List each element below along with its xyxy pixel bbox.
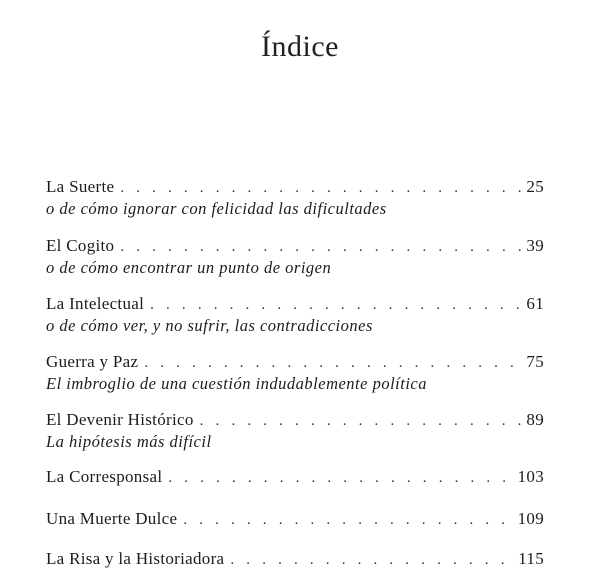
toc-entry-subtitle: El imbroglio de una cuestión indudablemente política bbox=[46, 374, 427, 393]
toc-entry-subtitle: o de cómo ver, y no sufrir, las contradicciones bbox=[46, 316, 373, 335]
toc-entry-page: 109 bbox=[517, 509, 544, 528]
dot-leader bbox=[120, 180, 522, 197]
toc-entry-title: Una Muerte Dulce bbox=[46, 509, 178, 528]
toc-entry-page: 39 bbox=[526, 236, 544, 255]
toc-entry-subtitle: o de cómo ignorar con felicidad las dificultades bbox=[46, 199, 387, 218]
toc-entry-page: 75 bbox=[526, 352, 544, 371]
toc-entry-title: El Cogito bbox=[46, 236, 115, 255]
toc-entry bbox=[46, 294, 544, 336]
dot-leader bbox=[230, 552, 514, 569]
toc-entry bbox=[46, 352, 544, 394]
dot-leader bbox=[144, 355, 522, 372]
toc-entry-title: El Devenir Histórico bbox=[46, 410, 194, 429]
toc-entry bbox=[46, 236, 544, 278]
toc-entry bbox=[46, 410, 544, 452]
toc-entry-page: 61 bbox=[526, 294, 544, 313]
toc-entry-page: 89 bbox=[526, 410, 544, 429]
dot-leader bbox=[168, 470, 513, 487]
dot-leader bbox=[183, 512, 513, 529]
toc-entry-title: Guerra y Paz bbox=[46, 352, 139, 371]
toc-entry-title: La Corresponsal bbox=[46, 467, 163, 486]
dot-leader bbox=[200, 413, 523, 430]
dot-leader bbox=[120, 239, 522, 256]
page-title: Índice bbox=[261, 30, 339, 63]
toc-entry bbox=[46, 549, 544, 571]
toc-entry-title: La Intelectual bbox=[46, 294, 145, 313]
toc-entry bbox=[46, 509, 544, 531]
dot-leader bbox=[150, 297, 522, 314]
toc-entry-title: La Suerte bbox=[46, 177, 115, 196]
toc-entry-page: 25 bbox=[526, 177, 544, 196]
toc-entry-title: La Risa y la Historiadora bbox=[46, 549, 225, 568]
toc-entry-subtitle: o de cómo encontrar un punto de origen bbox=[46, 258, 332, 277]
toc-entry-page: 103 bbox=[517, 467, 544, 486]
toc-entry-page: 115 bbox=[518, 549, 544, 568]
toc-entry-subtitle: La hipótesis más difícil bbox=[46, 432, 212, 451]
toc-entry bbox=[46, 467, 544, 489]
toc-entry bbox=[46, 177, 544, 219]
